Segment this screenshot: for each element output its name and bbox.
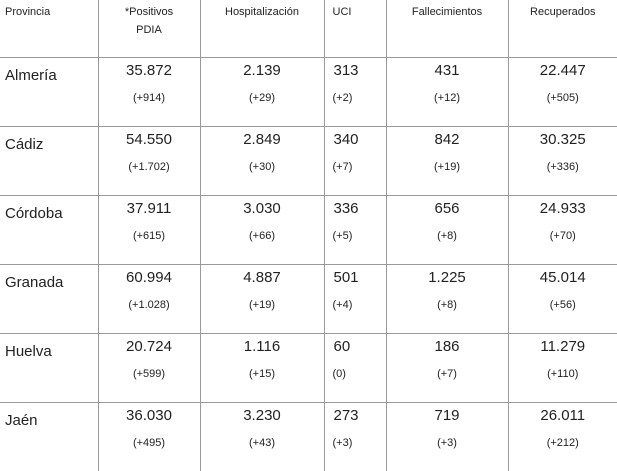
- positivos-value: 35.872: [99, 58, 200, 80]
- hospitalizacion-cell: [200, 403, 324, 471]
- fallecimientos-value: 842: [387, 127, 508, 149]
- fallecimientos-change: (+12): [387, 80, 508, 105]
- uci-change: (+3): [325, 425, 386, 450]
- positivos-cell: [98, 196, 200, 265]
- hospitalizacion-value: 2.849: [201, 127, 324, 149]
- positivos-cell: [98, 265, 200, 334]
- hospitalizacion-change: (+66): [201, 218, 324, 243]
- positivos-change: (+599): [99, 356, 200, 381]
- uci-cell: [324, 127, 386, 196]
- hospitalizacion-value: 4.887: [201, 265, 324, 287]
- header-positivos-line1: *Positivos: [99, 2, 200, 22]
- hospitalizacion-change: (+43): [201, 425, 324, 450]
- positivos-change: (+495): [99, 425, 200, 450]
- recuperados-change: (+212): [509, 425, 617, 450]
- positivos-change: (+1.028): [99, 287, 200, 312]
- table-row: [0, 196, 617, 265]
- fallecimientos-cell: [386, 58, 508, 127]
- positivos-cell: [98, 58, 200, 127]
- uci-change: (+4): [325, 287, 386, 312]
- uci-value: 340: [325, 127, 386, 149]
- table-row: [0, 58, 617, 127]
- header-positivos-line2: PDIA: [99, 20, 200, 40]
- province-name: Granada: [0, 265, 98, 334]
- recuperados-change: (+336): [509, 149, 617, 174]
- positivos-change: (+615): [99, 218, 200, 243]
- positivos-cell: [98, 127, 200, 196]
- hospitalizacion-cell: [200, 334, 324, 403]
- uci-change: (+5): [325, 218, 386, 243]
- header-fallecimientos: [386, 0, 508, 58]
- hospitalizacion-cell: [200, 127, 324, 196]
- fallecimientos-cell: [386, 334, 508, 403]
- uci-value: 501: [325, 265, 386, 287]
- positivos-cell: [98, 403, 200, 471]
- uci-value: 60: [325, 334, 386, 356]
- header-recuperados-label: Recuperados: [509, 2, 617, 22]
- recuperados-change: (+70): [509, 218, 617, 243]
- fallecimientos-value: 656: [387, 196, 508, 218]
- fallecimientos-change: (+3): [387, 425, 508, 450]
- recuperados-value: 30.325: [509, 127, 617, 149]
- fallecimientos-change: (+19): [387, 149, 508, 174]
- hospitalizacion-cell: [200, 265, 324, 334]
- positivos-cell: [98, 334, 200, 403]
- positivos-value: 54.550: [99, 127, 200, 149]
- recuperados-cell: [508, 196, 617, 265]
- positivos-value: 60.994: [99, 265, 200, 287]
- table-row: [0, 334, 617, 403]
- recuperados-value: 11.279: [509, 334, 617, 356]
- fallecimientos-value: 1.225: [387, 265, 508, 287]
- province-name: Huelva: [0, 334, 98, 403]
- fallecimientos-value: 186: [387, 334, 508, 356]
- header-row: [0, 0, 617, 58]
- recuperados-cell: [508, 334, 617, 403]
- hospitalizacion-change: (+30): [201, 149, 324, 174]
- hospitalizacion-change: (+29): [201, 80, 324, 105]
- header-hospitalizacion-label: Hospitalización: [201, 2, 324, 22]
- fallecimientos-value: 719: [387, 403, 508, 425]
- recuperados-value: 45.014: [509, 265, 617, 287]
- uci-value: 273: [325, 403, 386, 425]
- table-row: [0, 127, 617, 196]
- hospitalizacion-change: (+15): [201, 356, 324, 381]
- fallecimientos-cell: [386, 265, 508, 334]
- fallecimientos-change: (+7): [387, 356, 508, 381]
- uci-cell: [324, 265, 386, 334]
- uci-value: 336: [325, 196, 386, 218]
- recuperados-value: 22.447: [509, 58, 617, 80]
- recuperados-cell: [508, 265, 617, 334]
- header-fallecimientos-label: Fallecimientos: [387, 2, 508, 22]
- header-positivos: [98, 0, 200, 58]
- recuperados-change: (+505): [509, 80, 617, 105]
- uci-cell: [324, 334, 386, 403]
- hospitalizacion-value: 3.230: [201, 403, 324, 425]
- province-name: Córdoba: [0, 196, 98, 265]
- header-provincia: Provincia: [0, 0, 98, 58]
- hospitalizacion-value: 2.139: [201, 58, 324, 80]
- recuperados-change: (+56): [509, 287, 617, 312]
- fallecimientos-cell: [386, 196, 508, 265]
- table-row: [0, 403, 617, 471]
- positivos-value: 20.724: [99, 334, 200, 356]
- hospitalizacion-cell: [200, 196, 324, 265]
- header-uci: UCI: [324, 0, 386, 58]
- fallecimientos-change: (+8): [387, 218, 508, 243]
- uci-change: (0): [325, 356, 386, 381]
- fallecimientos-cell: [386, 127, 508, 196]
- uci-value: 313: [325, 58, 386, 80]
- hospitalizacion-value: 3.030: [201, 196, 324, 218]
- positivos-value: 36.030: [99, 403, 200, 425]
- uci-change: (+2): [325, 80, 386, 105]
- table-row: [0, 265, 617, 334]
- hospitalizacion-change: (+19): [201, 287, 324, 312]
- uci-cell: [324, 58, 386, 127]
- positivos-change: (+1.702): [99, 149, 200, 174]
- uci-cell: [324, 196, 386, 265]
- recuperados-value: 24.933: [509, 196, 617, 218]
- uci-cell: [324, 403, 386, 471]
- hospitalizacion-value: 1.116: [201, 334, 324, 356]
- positivos-value: 37.911: [99, 196, 200, 218]
- fallecimientos-change: (+8): [387, 287, 508, 312]
- hospitalizacion-cell: [200, 58, 324, 127]
- header-hospitalizacion: [200, 0, 324, 58]
- province-name: Cádiz: [0, 127, 98, 196]
- recuperados-cell: [508, 127, 617, 196]
- recuperados-cell: [508, 403, 617, 471]
- recuperados-value: 26.011: [509, 403, 617, 425]
- recuperados-cell: [508, 58, 617, 127]
- province-name: Almería: [0, 58, 98, 127]
- fallecimientos-cell: [386, 403, 508, 471]
- province-name: Jaén: [0, 403, 98, 471]
- fallecimientos-value: 431: [387, 58, 508, 80]
- recuperados-change: (+110): [509, 356, 617, 381]
- positivos-change: (+914): [99, 80, 200, 105]
- header-recuperados: [508, 0, 617, 58]
- uci-change: (+7): [325, 149, 386, 174]
